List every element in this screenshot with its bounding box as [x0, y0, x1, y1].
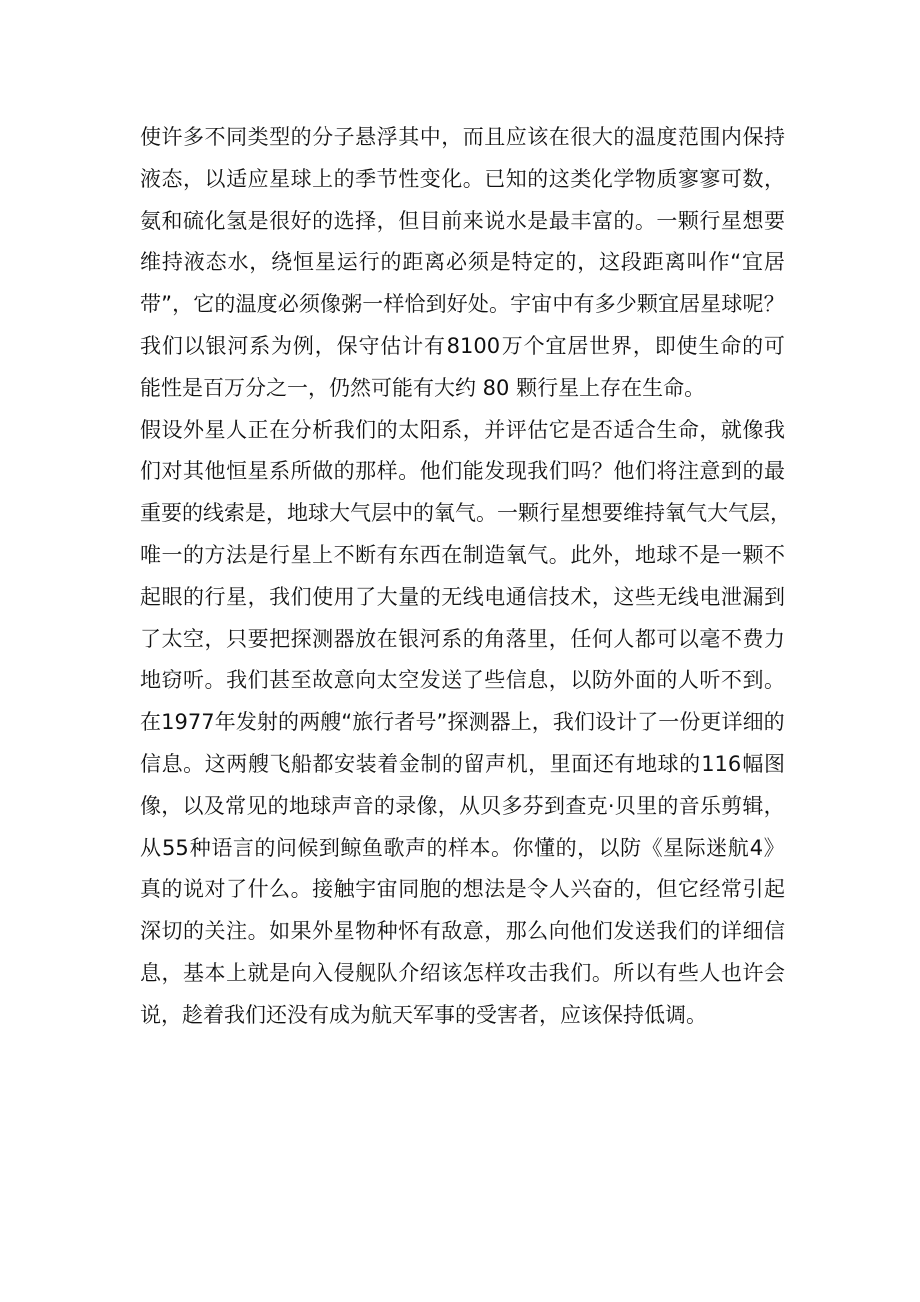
text-line: 起 眼 的 行 星 ， 我 们 使 用 了 大 量 的 无 线 电 通 信 技 术 ， 这 些 无 线 电 泄 漏 到 [140, 584, 785, 609]
text-line: 唯 一 的 方 法 是 行 星 上 不 断 有 东 西 在 制 造 氧 气 。 此 外 ， 地 球 不 是 一 颗 不 [140, 542, 785, 567]
text-line: 深 切 的 关 注 。 如 果 外 星 物 种 怀 有 敌 意 ， 那 么 向 他 们 发 送 我 们 的 详 细 信 [140, 919, 785, 944]
text-line: 从 55 种 语 言 的 问 候 到 鲸 鱼 歌 声 的 样 本 。 你 懂 的 ， 以 防 《 星 际 迷 航 4 》 [140, 835, 785, 860]
text-line: 地 窃 听 。 我 们 甚 至 故 意 向 太 空 发 送 了 些 信 息 ， 以 防 外 面 的 人 听 不 到 。 [140, 668, 785, 693]
text-line: 能性是百万分之一，仍然可能有大约 80 颗行星上存在生命。 [140, 375, 706, 400]
document-body [140, 117, 791, 1037]
text-line: 真 的 说 对 了 什 么 。 接 触 宇 宙 同 胞 的 想 法 是 令 人 兴 奋 的 ， 但 它 经 常 引 起 [140, 877, 785, 902]
text-line: 了 太 空 ， 只 要 把 探 测 器 放 在 银 河 系 的 角 落 里 ， 任 何 人 都 可 以 毫 不 费 力 [140, 626, 785, 651]
text-line: 使 许 多 不 同 类 型 的 分 子 悬 浮 其 中 ， 而 且 应 该 在 很 大 的 温 度 范 围 内 保 持 [140, 125, 785, 149]
text-line: 氨 和 硫 化 氢 是 很 好 的 选 择 ， 但 目 前 来 说 水 是 最 丰 富 的 。 一 颗 行 星 想 要 [140, 208, 785, 233]
text-line: 像 ， 以 及 常 见 的 地 球 声 音 的 录 像 ， 从 贝 多 芬 到 查 克 · 贝 里 的 音 乐 剪 辑 ， [140, 793, 785, 818]
text-line: 信 息 。 这 两 艘 飞 船 都 安 装 着 金 制 的 留 声 机 ， 里 面 还 有 地 球 的 116 幅 图 [140, 751, 785, 776]
text-line: 维 持 液 态 水 ， 绕 恒 星 运 行 的 距 离 必 须 是 特 定 的 ， 这 段 距 离 叫 作 “ 宜 居 [140, 250, 785, 275]
text-line: 重 要 的 线 索 是 ， 地 球 大 气 层 中 的 氧 气 。 一 颗 行 星 想 要 维 持 氧 气 大 气 层 ， [140, 501, 791, 526]
text-line: 们 对 其 他 恒 星 系 所 做 的 那 样 。 他 们 能 发 现 我 们 吗 ？ 他 们 将 注 意 到 的 最 [140, 459, 785, 484]
text-line: 在 1977 年 发 射 的 两 艘 “ 旅 行 者 号 ” 探 测 器 上 ， 我 们 设 计 了 一 份 更 详 细 的 [140, 710, 785, 735]
text-line: 带 ” ， 它 的 温 度 必 须 像 粥 一 样 恰 到 好 处 。 宇 宙 中 有 多 少 颗 宜 居 星 球 呢 ？ [140, 292, 785, 317]
text-line: 息 ， 基 本 上 就 是 向 入 侵 舰 队 介 绍 该 怎 样 攻 击 我 们 。 所 以 有 些 人 也 许 会 [140, 960, 785, 985]
text-line: 说，趁着我们还没有成为航天军事的受害者，应该保持低调。 [140, 1002, 707, 1027]
text-line: 液 态 ， 以 适 应 星 球 上 的 季 节 性 变 化 。 已 知 的 这 类 化 学 物 质 寥 寥 可 数 ， [140, 166, 785, 191]
text-line: 我 们 以 银 河 系 为 例 ， 保 守 估 计 有 8100 万 个 宜 居 世 界 ， 即 使 生 命 的 可 [140, 333, 785, 358]
text-line: 假 设 外 星 人 正 在 分 析 我 们 的 太 阳 系 ， 并 评 估 它 是 否 适 合 生 命 ， 就 像 我 [140, 417, 785, 442]
